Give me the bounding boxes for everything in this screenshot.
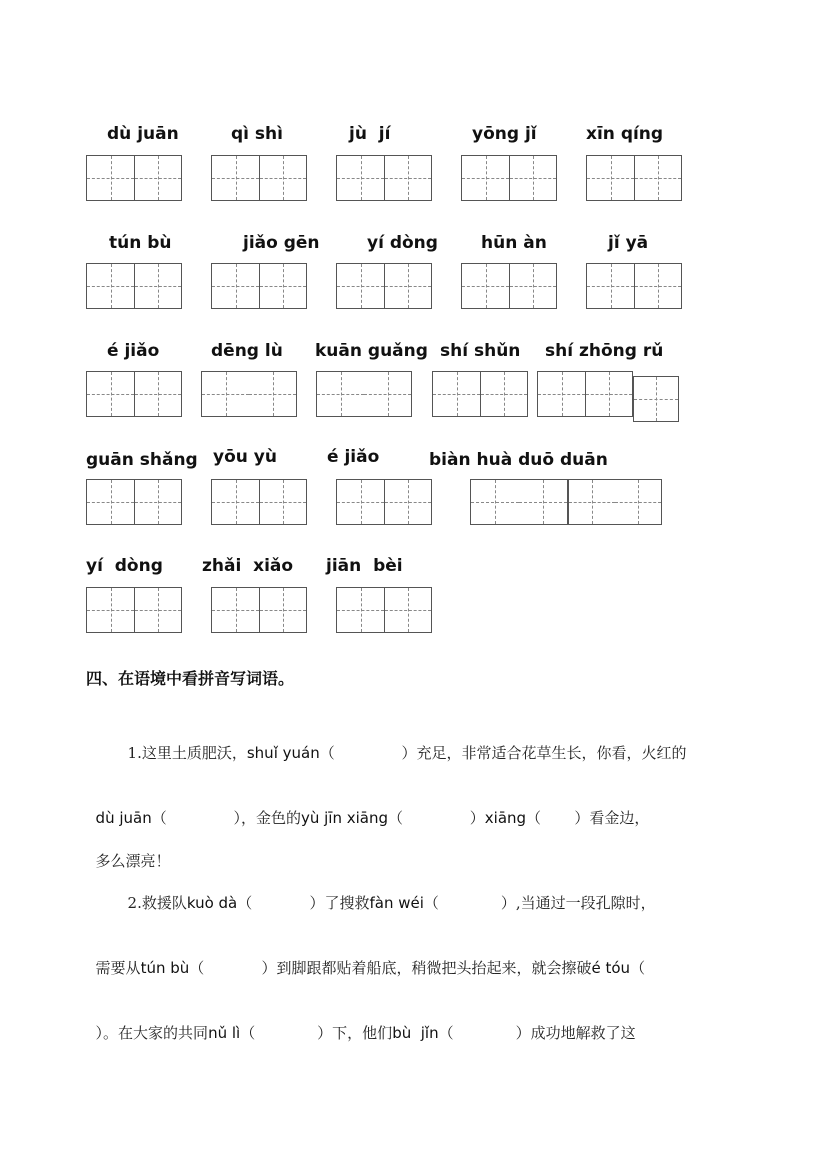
pinyin-label: yí dòng <box>86 556 163 576</box>
pinyin-label: dēng lù <box>211 341 283 361</box>
writing-grid[interactable] <box>211 479 307 525</box>
pinyin-prompt: tún bù <box>140 959 190 977</box>
section-heading: 四、在语境中看拼音写词语。 <box>86 669 295 688</box>
pinyin-label: jǐ yā <box>608 233 649 253</box>
writing-grid[interactable] <box>586 155 682 201</box>
pinyin-label: kuān guǎng <box>315 341 428 361</box>
writing-grid[interactable] <box>86 479 182 525</box>
pinyin-prompt: shuǐ yuán <box>246 744 320 762</box>
passage-text: 2.救援队 <box>127 894 187 912</box>
writing-grid[interactable] <box>211 155 307 201</box>
writing-grid[interactable] <box>86 587 182 633</box>
answer-blank[interactable]: （ ）了搜救 <box>237 894 370 912</box>
passage-text: 1.这里土质肥沃， <box>127 744 247 762</box>
pinyin-prompt: kuò dà <box>186 894 238 912</box>
writing-grid[interactable] <box>461 155 557 201</box>
answer-blank[interactable]: （ <box>630 959 646 977</box>
answer-blank[interactable]: （ ），金色的 <box>151 809 301 827</box>
pinyin-label: jù jí <box>349 124 391 144</box>
answer-blank[interactable]: （ ）下，他们 <box>240 1024 393 1042</box>
writing-grid[interactable] <box>86 263 182 309</box>
pinyin-label: qì shì <box>231 124 283 144</box>
passage-text: 多么漂亮！ <box>95 852 171 870</box>
writing-grid[interactable] <box>201 371 297 417</box>
pinyin-prompt: bù jǐn <box>392 1024 439 1042</box>
pinyin-label: jiān bèi <box>326 556 403 576</box>
answer-blank[interactable]: （ ）充足，非常适合花草生长，你看，火红的 <box>319 744 687 762</box>
writing-grid[interactable] <box>470 479 662 525</box>
pinyin-label: xīn qíng <box>586 124 664 144</box>
writing-grid[interactable] <box>86 371 182 417</box>
writing-grid[interactable] <box>211 587 307 633</box>
answer-blank[interactable]: （ ）,当通过一段孔隙时， <box>423 894 656 912</box>
writing-grid[interactable] <box>336 155 432 201</box>
answer-blank[interactable]: （ ）成功地解救了这 <box>438 1024 636 1042</box>
pinyin-label: guān shǎng <box>86 450 198 470</box>
pinyin-label: yōng jǐ <box>472 124 537 144</box>
passage-line <box>118 720 686 764</box>
writing-grid[interactable] <box>586 263 682 309</box>
passage-line <box>118 870 656 914</box>
answer-blank[interactable]: （ ） <box>388 809 485 827</box>
pinyin-label: dù juān <box>107 124 179 144</box>
answer-blank[interactable]: （ ）到脚跟都贴着船底，稍微把头抬起来，就会擦破 <box>189 959 592 977</box>
pinyin-label: zhǎi xiǎo <box>202 556 294 576</box>
pinyin-label: jiǎo gēn <box>243 233 320 253</box>
passage-line <box>86 828 171 872</box>
pinyin-prompt: nǔ lì <box>208 1024 241 1042</box>
answer-blank[interactable]: （ ）看金边， <box>526 809 650 827</box>
pinyin-prompt: yù jīn xiāng <box>300 809 389 827</box>
pinyin-label: shí shǔn <box>440 341 521 361</box>
writing-grid[interactable] <box>211 263 307 309</box>
writing-grid[interactable] <box>633 376 679 422</box>
answer-blank[interactable]: ）。在大家的共同 <box>95 1024 209 1042</box>
passage-line <box>86 1000 636 1044</box>
pinyin-label: yí dòng <box>367 233 438 253</box>
writing-grid[interactable] <box>336 263 432 309</box>
pinyin-label: yōu yù <box>213 447 277 467</box>
pinyin-prompt: é tóu <box>591 959 631 977</box>
passage-text: 需要从 <box>95 959 141 977</box>
writing-grid[interactable] <box>537 371 633 417</box>
pinyin-prompt: fàn wéi <box>369 894 424 912</box>
pinyin-label: shí zhōng rǔ <box>545 341 664 361</box>
passage-line <box>86 785 649 829</box>
writing-grid[interactable] <box>86 155 182 201</box>
pinyin-prompt: dù juān <box>95 809 152 827</box>
writing-grid[interactable] <box>336 587 432 633</box>
pinyin-label: biàn huà duō duān <box>429 450 608 470</box>
pinyin-label: hūn àn <box>481 233 547 253</box>
passage-line <box>86 935 645 979</box>
pinyin-label: é jiǎo <box>107 341 160 361</box>
pinyin-label: é jiǎo <box>327 447 380 467</box>
pinyin-prompt: xiāng <box>484 809 527 827</box>
writing-grid[interactable] <box>316 371 412 417</box>
writing-grid[interactable] <box>432 371 528 417</box>
pinyin-label: tún bù <box>109 233 172 253</box>
writing-grid[interactable] <box>336 479 432 525</box>
writing-grid[interactable] <box>461 263 557 309</box>
